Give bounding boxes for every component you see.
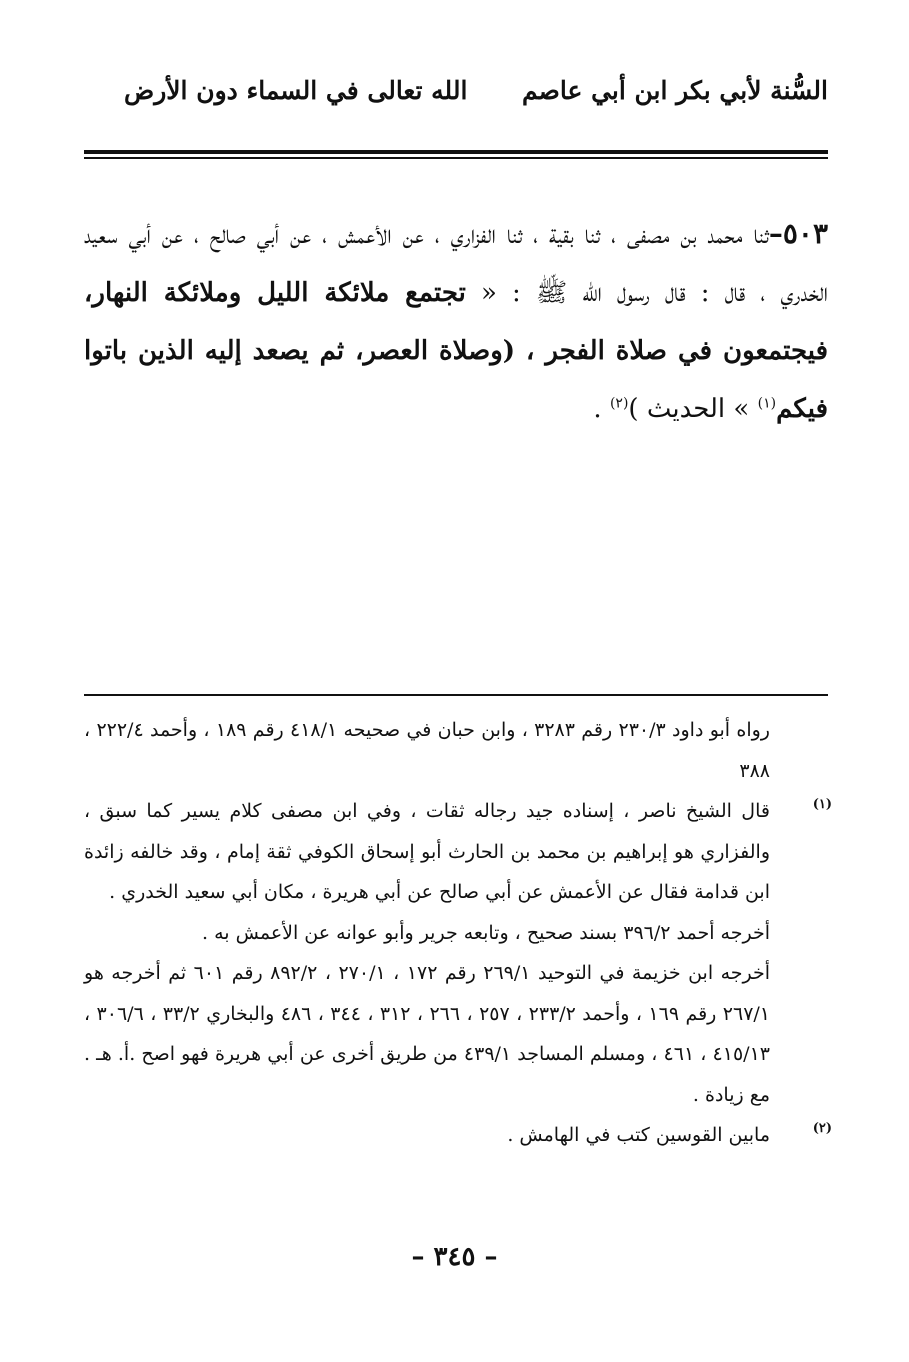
footnote-2 — [84, 1115, 832, 1156]
footnote-ref-1[interactable]: (١) — [757, 395, 777, 412]
header-rule-thick — [84, 150, 828, 154]
hadith-end: . — [593, 394, 610, 424]
footnote-1-para: أخرجه أحمد ٣٩٦/٢ بسند صحيح ، وتابعه جرير وأبو عوانه عن الأعمش به . — [202, 921, 770, 944]
page-number: – ٣٤٥ – — [411, 1242, 498, 1272]
chapter-title: الله تعالى في السماء دون الأرض — [124, 76, 468, 105]
running-header — [84, 68, 828, 118]
footnote-2-text: مابين القوسين كتب في الهامش . — [507, 1124, 770, 1146]
footnotes-section — [84, 710, 832, 1156]
hadith-number: ٥٠٣– — [768, 217, 828, 250]
footnote-1-para: قال الشيخ ناصر ، إسناده جيد رجاله ثقات ، وفي ابن مصفى كلام يسير كما سبق ، والفزاري هو إبراهيم بن محمد بن الحارث أبو إسحاق الكوفي ثقة إمام ، وقد خالفه زائدة ابن قدامة فقال عن الأعمش عن أبي صالح عن أبي هريرة ، مكان أبي سعيد الخدري . — [84, 800, 770, 903]
hadith-close: » الحديث ) — [628, 394, 758, 424]
footnote-unmarked — [84, 710, 828, 791]
hadith-matn: تجتمع ملائكة الليل وملائكة النهار، فيجتمعون في صلاة الفجر ، (وصلاة العصر، ثم يصعد إليه الذين باتوا فيكم — [84, 278, 828, 424]
footnote-1 — [84, 791, 832, 1115]
footnote-separator — [84, 694, 828, 696]
footnote-2-mark: (٢) — [812, 1121, 832, 1136]
book-title: السُّنة لأبي بكر ابن أبي عاصم — [521, 76, 828, 105]
footnote-1-mark: (١) — [812, 797, 832, 812]
footnote-unmarked-text: رواه أبو داود ٢٣٠/٣ رقم ٣٢٨٣ ، وابن حبان في صحيحه ٤١٨/١ رقم ١٨٩ ، وأحمد ٢٢٢/٤ ، ٣٨٨ — [84, 719, 770, 782]
hadith-isnad: ثنا محمد بن مصفى ، ثنا بقية ، ثنا الفزاري ، عن الأعمش ، عن أبي صالح ، عن أبي سعيد الخدري ، قال : قال رسول الله ﷺ : « — [84, 220, 829, 308]
footnote-1-para: أخرجه ابن خزيمة في التوحيد ٢٦٩/١ رقم ١٧٢ ، ٢٧٠/١ ، ٨٩٢/٢ رقم ٦٠١ ثم أخرجه هو ٢٦٧/١ رقم ١٦٩ ، وأحمد ٢٣٣/٢ ، ٢٥٧ ، ٢٦٦ ، ٣١٢ ، ٣٤٤ ، ٤٨٦ والبخاري ٣٣/٢ ، ٣٠٦/٦ ، ٤١٥/١٣ ، ٤٦١ ، ومسلم المساجد ٤٣٩/١ من طريق أخرى عن أبي هريرة فهو اصح .أ. هـ . مع زيادة . — [84, 962, 771, 1106]
footnote-ref-2[interactable]: (٢) — [609, 395, 629, 412]
header-rule-thin — [84, 157, 828, 159]
hadith-text — [84, 205, 828, 438]
